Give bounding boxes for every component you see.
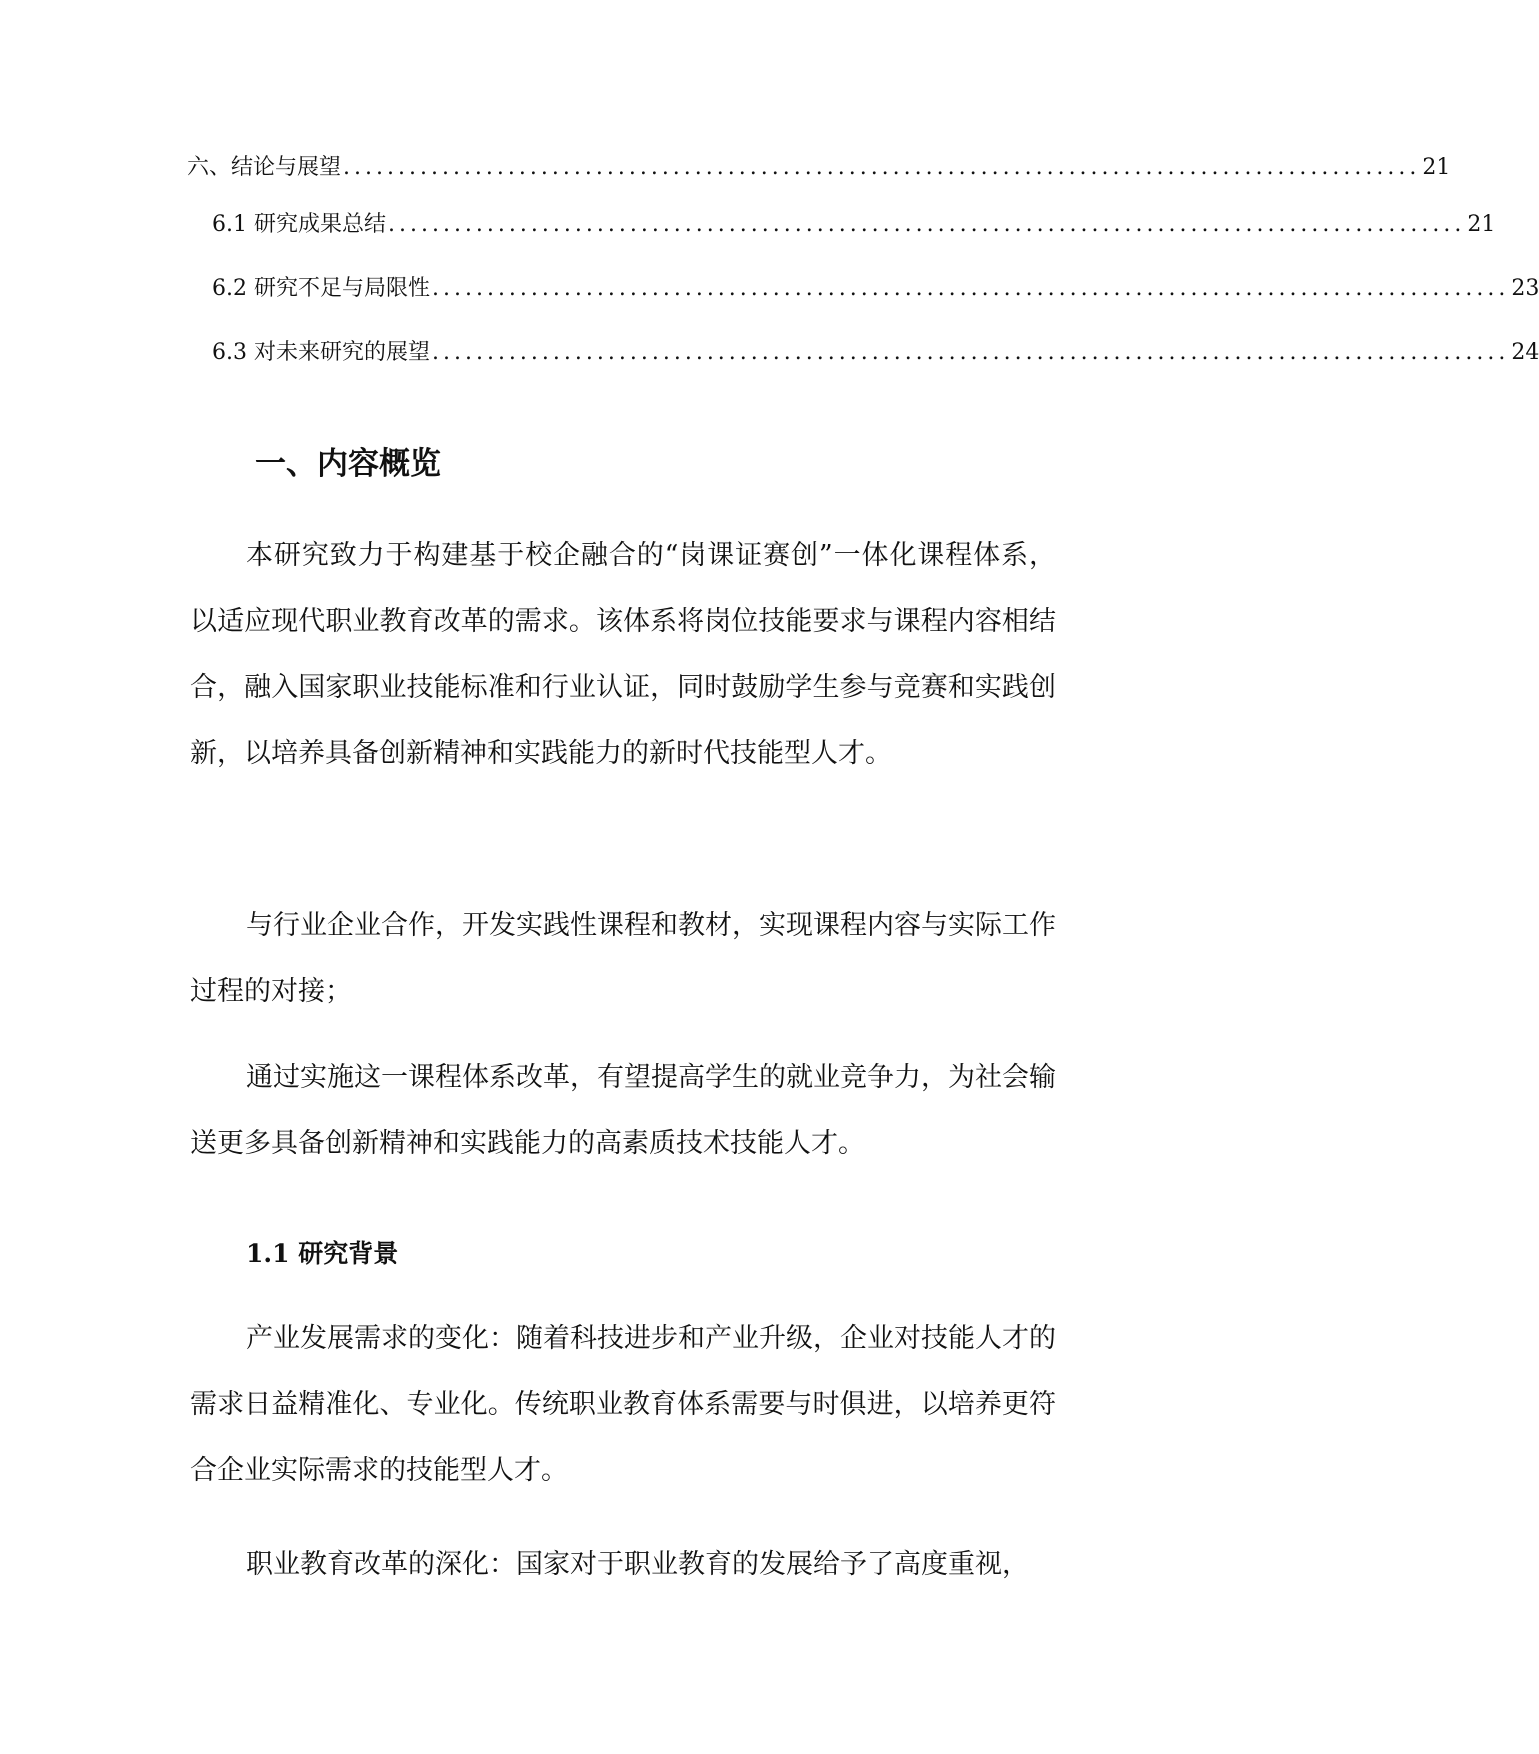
toc-entry-label: 6.2 研究不足与局限性 <box>212 276 430 301</box>
toc-entry-6[interactable] <box>187 153 1451 183</box>
toc-entry-page: 24 <box>1511 340 1539 365</box>
toc-leader-dots: .................................................................................................. <box>431 340 1510 365</box>
body-paragraph: 产业发展需求的变化：随着科技进步和产业升级，企业对技能人才的需求日益精准化、专业化。传统职业教育体系需要与时俱进，以培养更符合企业实际需求的技能型人才。 <box>190 1323 1056 1486</box>
section-heading: 一、内容概览 <box>255 446 441 482</box>
toc-entry-6-2[interactable] <box>212 274 1539 304</box>
toc-entry-label: 6.3 对未来研究的展望 <box>212 340 430 365</box>
toc-leader-dots: .................................................................................................. <box>431 276 1510 301</box>
subsection-heading: 1.1 研究背景 <box>246 1239 399 1268</box>
toc-entry-page: 21 <box>1467 212 1496 237</box>
body-paragraph: 本研究致力于构建基于校企融合的“岗课证赛创”一体化课程体系，以适应现代职业教育改革的需求。该体系将岗位技能要求与课程内容相结合，融入国家职业技能标准和行业认证，同时鼓励学生参与竞赛和实践创新，以培养具备创新精神和实践能力的新时代技能型人才。 <box>190 540 1056 769</box>
toc-entry-label: 六、结论与展望 <box>187 155 342 180</box>
body-paragraph: 与行业企业合作，开发实践性课程和教材，实现课程内容与实际工作过程的对接； <box>190 910 1056 1007</box>
body-paragraph: 职业教育改革的深化：国家对于职业教育的发展给予了高度重视， <box>246 1549 1029 1580</box>
toc-leader-dots: .................................................................................................. <box>343 155 1421 180</box>
toc-leader-dots: .................................................................................................. <box>387 212 1466 237</box>
toc-entry-page: 23 <box>1511 276 1539 301</box>
toc-entry-page: 21 <box>1422 155 1451 180</box>
toc-entry-6-3[interactable] <box>212 338 1539 368</box>
body-paragraph: 通过实施这一课程体系改革，有望提高学生的就业竞争力，为社会输送更多具备创新精神和实践能力的高素质技术技能人才。 <box>190 1062 1056 1159</box>
toc-entry-6-1[interactable] <box>212 210 1496 240</box>
toc-entry-label: 6.1 研究成果总结 <box>212 212 386 237</box>
